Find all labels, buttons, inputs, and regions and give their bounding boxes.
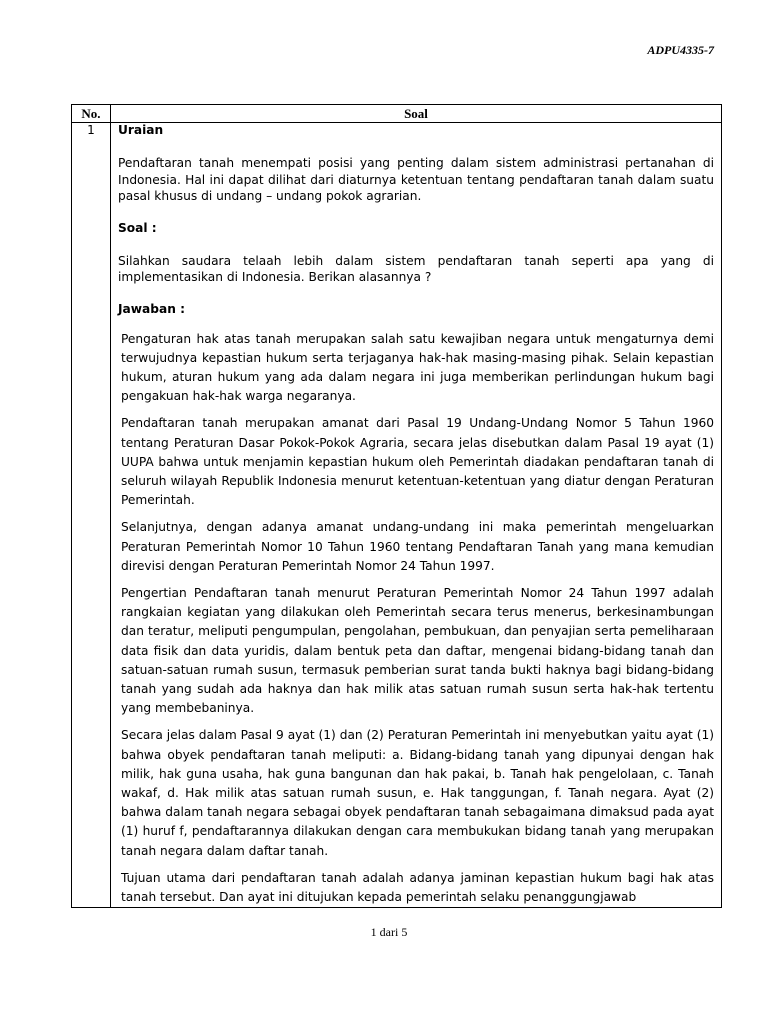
table-header-row <box>72 105 721 123</box>
soal-text: Silahkan saudara telaah lebih dalam sistem pendaftaran tanah seperti apa yang di implementasikan di Indonesia. Berikan alasannya ? <box>118 253 714 284</box>
document-code: ADPU4335-7 <box>647 43 714 57</box>
column-header-no: No. <box>72 105 111 122</box>
jawaban-paragraph-4: Pengertian Pendaftaran tanah menurut Peraturan Pemerintah Nomor 24 Tahun 1997 adalah rangkaian kegiatan yang dilakukan oleh Pemerintah secara terus menerus, berkesinambungan dan teratur, meliputi pengumpulan, pengolahan, pembukuan, dan penyajian serta pemeliharaan data fisik dan data yuridis, dalam bentuk peta dan daftar, mengenai bidang-bidang tanah dan satuan-satuan rumah susun, termasuk pemberian surat tanda bukti haknya bagi bidang-bidang tanah yang sudah ada haknya dan hak milik atas satuan rumah susun serta hak-hak tertentu yang membebaninya. <box>121 585 714 716</box>
label-jawaban: Jawaban : <box>118 301 185 316</box>
uraian-text: Pendaftaran tanah menempati posisi yang penting dalam sistem administrasi pertanahan di Indonesia. Hal ini dapat dilihat dari diaturnya ketentuan tentang pendaftaran tanah dalam suatu pasal khusus di undang – undang pokok agrarian. <box>118 156 714 203</box>
jawaban-paragraph-5: Secara jelas dalam Pasal 9 ayat (1) dan (2) Peraturan Pemerintah ini menyebutkan yaitu ayat (1) bahwa obyek pendaftaran tanah meliputi: a. Bidang-bidang tanah yang dipunyai dengan hak milik, hak guna usaha, hak guna bangunan dan hak pakai, b. Tanah hak pengelolaan, c. Tanah wakaf, d. Hak milik atas satuan rumah susun, e. Hak tanggungan, f. Tanah negara. Ayat (2) bahwa dalam tanah negara sebagai obyek pendaftaran tanah sebagaimana dimaksud pada ayat (1) huruf f, pendaftarannya dilakukan dengan cara membukukan bidang tanah yang merupakan tanah negara dalam daftar tanah. <box>121 728 714 858</box>
question-cell <box>111 123 721 907</box>
jawaban-paragraph-1: Pengaturan hak atas tanah merupakan salah satu kewajiban negara untuk mengaturnya demi terwujudnya kepastian hukum serta terjaganya hak-hak masing-masing pihak. Selain kepastian hukum, aturan hukum yang ada dalam negara ini juga memberikan perlindungan hukum bagi pengakuan hak-hak warga negaranya. <box>121 331 714 404</box>
jawaban-paragraph-2: Pendaftaran tanah merupakan amanat dari Pasal 19 Undang-Undang Nomor 5 Tahun 1960 tentang Peraturan Dasar Pokok-Pokok Agraria, secara jelas disebutkan dalam Pasal 19 ayat (1) UUPA bahwa untuk menjamin kepastian hukum oleh Pemerintah diadakan pendaftaran tanah di seluruh wilayah Republik Indonesia menurut ketentuan-ketentuan yang diatur dengan Peraturan Pemerintah. <box>121 416 714 508</box>
page-number: 1 dari 5 <box>370 925 408 939</box>
table-row <box>72 123 721 907</box>
column-header-soal: Soal <box>404 106 428 121</box>
row-number: 1 <box>72 123 111 907</box>
jawaban-paragraph-3: Selanjutnya, dengan adanya amanat undang-undang ini maka pemerintah mengeluarkan Peraturan Pemerintah Nomor 10 Tahun 1960 tentang Pendaftaran Tanah yang mana kemudian direvisi dengan Peraturan Pemerintah Nomor 24 Tahun 1997. <box>121 520 714 573</box>
label-soal: Soal : <box>118 220 157 235</box>
jawaban-paragraph-6: Tujuan utama dari pendaftaran tanah adalah adanya jaminan kepastian hukum bagi hak atas tanah tersebut. Dan ayat ini ditujukan kepada pemerintah selaku penanggungjawab <box>121 870 714 904</box>
soal-table <box>71 104 722 908</box>
label-uraian: Uraian <box>118 123 164 137</box>
